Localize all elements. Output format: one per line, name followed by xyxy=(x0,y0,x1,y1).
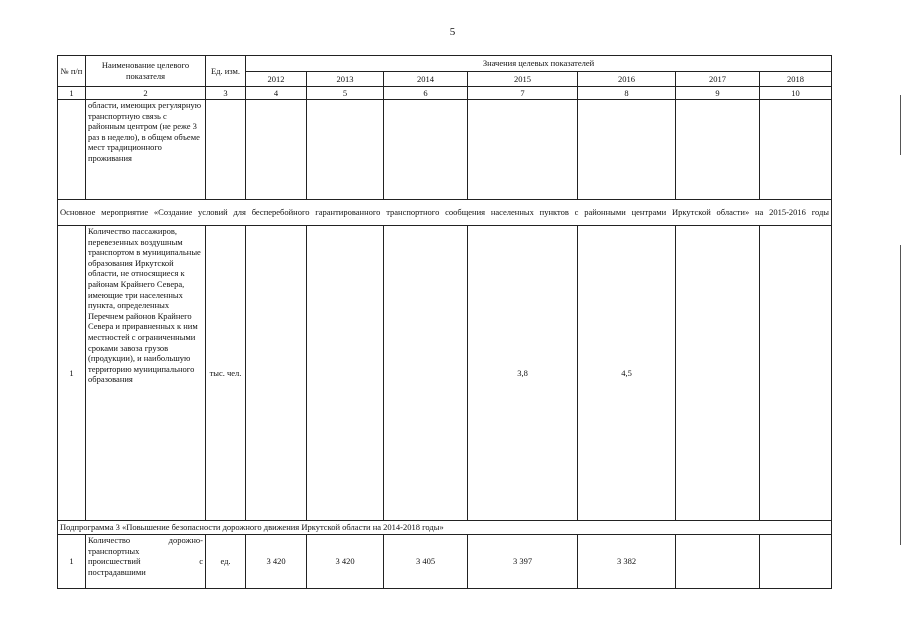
value-cell xyxy=(384,100,468,200)
value-2016: 3 382 xyxy=(578,535,676,589)
row-num-cell xyxy=(58,100,86,200)
year-2017: 2017 xyxy=(676,72,760,87)
header-num: № п/п xyxy=(58,56,86,87)
column-numbers-row xyxy=(58,87,832,100)
value-2015: 3,8 xyxy=(468,226,578,521)
value-2014 xyxy=(384,226,468,521)
indicator-name-line xyxy=(88,556,203,567)
value-cell xyxy=(578,100,676,200)
section-title: Основное мероприятие «Создание условий для бесперебойного гарантированного транспортного сообщения населенных пунктов с районными центрами Иркутской области» на 2015-2016 годы xyxy=(58,200,832,226)
indicator-name-line: пострадавшими xyxy=(88,566,146,577)
indicator-name xyxy=(86,535,206,589)
indicator-name-word: происшествий xyxy=(88,556,141,567)
scan-edge-line xyxy=(900,245,901,545)
value-2012 xyxy=(246,226,307,521)
year-2013: 2013 xyxy=(307,72,384,87)
col-number: 10 xyxy=(760,87,832,100)
year-2012: 2012 xyxy=(246,72,307,87)
unit: ед. xyxy=(206,535,246,589)
row-num: 1 xyxy=(58,226,86,521)
section-title: Подпрограмма 3 «Повышение безопасности дорожного движения Иркутской области на 2014-2018 годы» xyxy=(58,521,832,535)
value-2014: 3 405 xyxy=(384,535,468,589)
value-2018 xyxy=(760,226,832,521)
unit-cell xyxy=(206,100,246,200)
target-indicators-table xyxy=(57,55,832,589)
col-number: 7 xyxy=(468,87,578,100)
row-num: 1 xyxy=(58,535,86,589)
scan-edge-line xyxy=(900,95,901,155)
table-row xyxy=(58,226,832,521)
value-2017 xyxy=(676,535,760,589)
header-name: Наименование целевого показателя xyxy=(86,56,206,87)
year-2016: 2016 xyxy=(578,72,676,87)
indicator-name-line: Количество дорожно- xyxy=(88,535,203,545)
value-cell xyxy=(468,100,578,200)
value-cell xyxy=(307,100,384,200)
indicator-name-word: с xyxy=(199,556,203,567)
value-cell xyxy=(676,100,760,200)
table-row xyxy=(58,100,832,200)
value-cell xyxy=(246,100,307,200)
col-number: 3 xyxy=(206,87,246,100)
year-2018: 2018 xyxy=(760,72,832,87)
page-number: 5 xyxy=(449,26,456,38)
header-values-title: Значения целевых показателей xyxy=(246,56,832,72)
indicator-name-line: транспортных xyxy=(88,545,140,556)
col-number: 5 xyxy=(307,87,384,100)
value-cell xyxy=(760,100,832,200)
col-number: 1 xyxy=(58,87,86,100)
table-row xyxy=(58,535,832,589)
col-number: 4 xyxy=(246,87,307,100)
indicator-name: Количество пассажиров, перевезенных воздушным транспортом в муниципальные образования Иркутской области, не относящиеся к районам Крайнего Севера, имеющие три населенных пункта, определенных Перечнем районов Крайнего Севера и приравненных к ним местностей с ограниченными сроками завоза грузов (продукции), и наибольшую территорию муниципального образования xyxy=(86,226,206,521)
col-number: 9 xyxy=(676,87,760,100)
col-number: 8 xyxy=(578,87,676,100)
header-unit: Ед. изм. xyxy=(206,56,246,87)
value-2018 xyxy=(760,535,832,589)
value-2013: 3 420 xyxy=(307,535,384,589)
section-row xyxy=(58,200,832,226)
section-row xyxy=(58,521,832,535)
value-2015: 3 397 xyxy=(468,535,578,589)
unit: тыс. чел. xyxy=(206,226,246,521)
value-2016: 4,5 xyxy=(578,226,676,521)
year-2015: 2015 xyxy=(468,72,578,87)
value-2017 xyxy=(676,226,760,521)
value-2012: 3 420 xyxy=(246,535,307,589)
indicator-name: области, имеющих регулярную транспортную связь с районным центром (не реже 3 раз в неделю), в общем объеме мест традиционного проживания xyxy=(86,100,206,200)
col-number: 6 xyxy=(384,87,468,100)
year-2014: 2014 xyxy=(384,72,468,87)
col-number: 2 xyxy=(86,87,206,100)
value-2013 xyxy=(307,226,384,521)
